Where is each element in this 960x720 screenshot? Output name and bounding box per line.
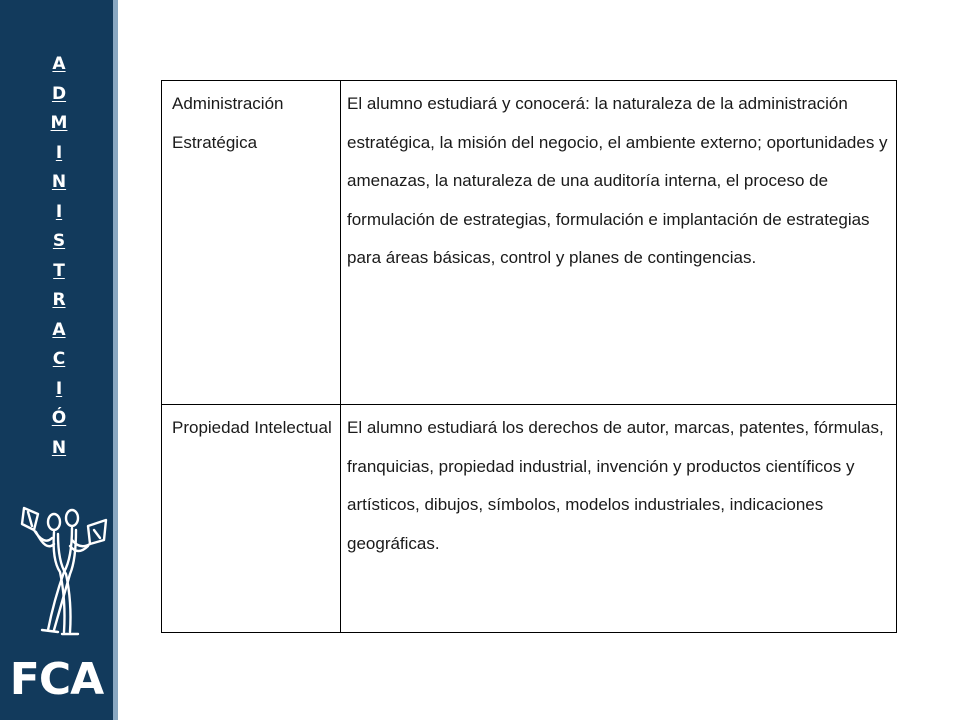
- vertical-title-letter: I: [55, 201, 63, 222]
- vertical-title-letter: Ó: [51, 408, 67, 428]
- vertical-title-letter: N: [51, 172, 67, 192]
- figures-with-flags-logo-icon: [14, 500, 108, 640]
- vertical-title-letter: I: [55, 142, 63, 163]
- brand-text: FCA: [9, 654, 104, 705]
- vertical-title-letter: R: [52, 290, 66, 310]
- vertical-title-letter: N: [51, 437, 67, 458]
- topic-cell: Administración Estratégica: [162, 81, 341, 405]
- table-row: [162, 405, 897, 633]
- vertical-title-letter: D: [51, 83, 67, 104]
- sidebar: [0, 0, 118, 720]
- vertical-title-letter: A: [52, 54, 66, 74]
- topic-cell: Propiedad Intelectual: [162, 405, 341, 633]
- table-row: [162, 81, 897, 405]
- vertical-title-letter: A: [52, 319, 66, 340]
- vertical-title-letter: M: [50, 113, 68, 133]
- vertical-title-letter: S: [52, 231, 66, 251]
- vertical-title-letter: T: [53, 260, 65, 281]
- vertical-title: [0, 50, 118, 463]
- description-cell: El alumno estudiará los derechos de autor, marcas, patentes, fórmulas, franquicias, propiedad industrial, invención y productos científicos y artísticos, dibujos, símbolos, modelos industriales, indicaciones geográficas.: [341, 405, 897, 633]
- subjects-table: [161, 80, 897, 633]
- description-cell: El alumno estudiará y conocerá: la naturaleza de la administración estratégica, la misión del negocio, el ambiente externo; oportunidades y amenazas, la naturaleza de una auditoría interna, el proceso de formulación de estrategias, formulación e implantación de estrategias para áreas básicas, control y planes de contingencias.: [341, 81, 897, 405]
- vertical-title-letter: I: [55, 378, 63, 399]
- vertical-title-letter: C: [52, 349, 66, 369]
